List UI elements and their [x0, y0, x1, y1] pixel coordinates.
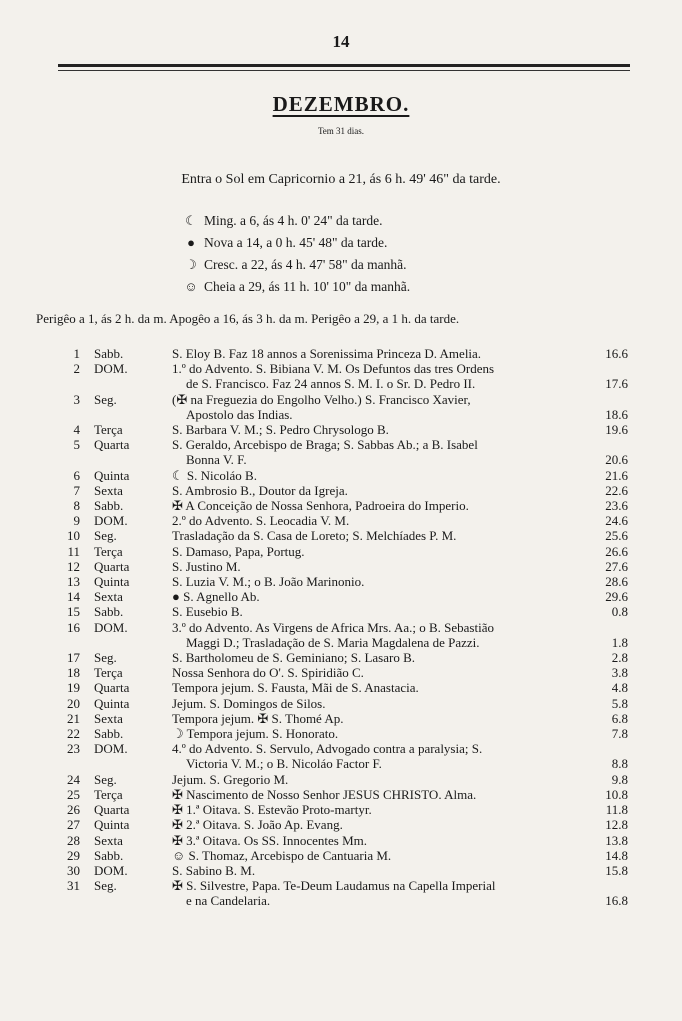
feast-line: ✠ 2.ª Oitava. S. João Ap. Evang.	[172, 817, 343, 833]
day-number: 16	[67, 619, 80, 635]
moon-age-value: 2.8	[611, 650, 628, 666]
page-number: 14	[332, 32, 350, 51]
moon-age-value: 11.8	[605, 802, 628, 818]
weekday: Seg.	[94, 878, 117, 894]
calendar-row	[58, 787, 628, 802]
moon-phase-row	[184, 276, 410, 298]
weekday: Quarta	[94, 680, 130, 696]
weekday: DOM.	[94, 361, 128, 377]
calendar-row	[58, 726, 628, 741]
moon-age-value: 29.6	[605, 589, 628, 605]
moon-age-value: 27.6	[605, 558, 628, 574]
calendar-row	[58, 817, 628, 832]
weekday: Seg.	[94, 528, 117, 544]
weekday: Seg.	[94, 650, 117, 666]
feast-line: S. Eusebio B.	[172, 604, 243, 620]
feast-description	[158, 665, 582, 680]
weekday: Sabb.	[94, 847, 124, 863]
moon-age-value: 23.6	[605, 498, 628, 514]
calendar-row	[58, 468, 628, 483]
moon-age-value: 14.8	[605, 847, 628, 863]
moon-age-value: 7.8	[611, 726, 628, 742]
feast-line: S. Barbara V. M.; S. Pedro Chrysologo B.	[172, 422, 389, 438]
moon-age-value: 10.8	[605, 786, 628, 802]
feast-line: Victoria V. M.; o B. Nicoláo Factor F.	[186, 756, 382, 772]
feast-line: ☺ S. Thomaz, Arcebispo de Cantuaria M.	[172, 847, 392, 863]
moon-age-value: 22.6	[605, 482, 628, 498]
calendar-row	[58, 650, 628, 665]
weekday: DOM.	[94, 619, 128, 635]
moon-age-value: 19.6	[605, 422, 628, 438]
day-number: 14	[67, 589, 80, 605]
calendar-row	[58, 878, 628, 908]
weekday: Quarta	[94, 558, 130, 574]
calendar-row	[58, 848, 628, 863]
feast-description	[158, 833, 582, 848]
weekday: Quarta	[94, 802, 130, 818]
feast-line: S. Bartholomeu de S. Geminiano; S. Lasaro B.	[172, 650, 416, 666]
moon-age-value: 20.6	[605, 452, 628, 468]
calendar-row	[58, 437, 628, 467]
feast-description	[158, 361, 582, 391]
day-number: 29	[67, 847, 80, 863]
day-number: 25	[67, 786, 80, 802]
feast-description	[158, 604, 582, 619]
feast-line: Jejum. S. Domingos de Silos.	[172, 695, 326, 711]
feast-description	[158, 848, 582, 863]
moon-phase-text: Nova a 14, a 0 h. 45' 48" da tarde.	[204, 235, 388, 250]
feast-line: 3.º do Advento. As Virgens de Africa Mrs. Aa.; o B. Sebastião	[172, 619, 494, 635]
moon-age-value: 26.6	[605, 543, 628, 559]
calendar-row	[58, 361, 628, 391]
waxing-moon-icon: ☽	[185, 257, 197, 272]
feast-description	[158, 468, 582, 483]
feast-line: e na Candelaria.	[186, 893, 271, 909]
moon-phase-row	[184, 210, 410, 232]
feast-line: ☾ S. Nicoláo B.	[172, 467, 257, 483]
weekday: Terça	[94, 422, 123, 438]
weekday: Sabb.	[94, 604, 124, 620]
feast-line: ✠ 1.ª Oitava. S. Estevão Proto-martyr.	[172, 802, 372, 818]
feast-description	[158, 513, 582, 528]
day-number: 7	[73, 482, 80, 498]
weekday: Sabb.	[94, 498, 124, 514]
weekday: Seg.	[94, 771, 117, 787]
calendar-row	[58, 863, 628, 878]
feast-line: Tempora jejum. ✠ S. Thomé Ap.	[172, 710, 344, 726]
moon-age-value: 15.8	[605, 862, 628, 878]
feast-description	[158, 878, 582, 908]
day-number: 26	[67, 802, 80, 818]
calendar-row	[58, 483, 628, 498]
calendar-row	[58, 696, 628, 711]
feast-line: 2.º do Advento. S. Leocadia V. M.	[172, 513, 350, 529]
feast-line: ☽ Tempora jejum. S. Honorato.	[172, 726, 339, 742]
feast-line: 4.º do Advento. S. Servulo, Advogado contra a paralysia; S.	[172, 741, 483, 757]
feast-description	[158, 574, 582, 589]
calendar-row	[58, 422, 628, 437]
feast-description	[158, 787, 582, 802]
feast-description	[158, 696, 582, 711]
day-number: 31	[67, 878, 80, 894]
feast-line: Bonna V. F.	[186, 452, 247, 468]
feast-line: Apostolo das Indias.	[186, 406, 293, 422]
moon-age-value: 3.8	[611, 665, 628, 681]
calendar-row	[58, 711, 628, 726]
feast-line: Jejum. S. Gregorio M.	[172, 771, 289, 787]
moon-age-value: 12.8	[605, 817, 628, 833]
feast-description	[158, 726, 582, 741]
day-number: 30	[67, 862, 80, 878]
day-number: 23	[67, 741, 80, 757]
weekday: Seg.	[94, 391, 117, 407]
moon-age-value: 24.6	[605, 513, 628, 529]
moon-age-value: 17.6	[605, 376, 628, 392]
moon-age-value: 25.6	[605, 528, 628, 544]
feast-description	[158, 346, 582, 361]
feast-description	[158, 680, 582, 695]
weekday: Terça	[94, 786, 123, 802]
feast-description	[158, 544, 582, 559]
weekday: Sexta	[94, 482, 123, 498]
feast-description	[158, 589, 582, 604]
day-number: 19	[67, 680, 80, 696]
day-number: 4	[73, 422, 80, 438]
sun-entry-line: Entra o Sol em Capricornio a 21, ás 6 h. 49' 46" da tarde.	[181, 172, 501, 187]
day-number: 17	[67, 650, 80, 666]
feast-line: Trasladação da S. Casa de Loreto; S. Melchíades P. M.	[172, 528, 457, 544]
moon-age-value: 18.6	[605, 406, 628, 422]
weekday: DOM.	[94, 741, 128, 757]
calendar-row	[58, 346, 628, 361]
waning-moon-icon: ☾	[185, 213, 197, 228]
feast-line: (✠ na Freguezia do Engolho Velho.) S. Francisco Xavier,	[172, 391, 471, 407]
day-number: 6	[73, 467, 80, 483]
moon-age-value: 0.8	[611, 604, 628, 620]
calendar-table	[58, 346, 628, 909]
moon-age-value: 8.8	[611, 756, 628, 772]
moon-phase-text: Ming. a 6, ás 4 h. 0' 24" da tarde.	[204, 213, 383, 228]
weekday: Quinta	[94, 695, 130, 711]
calendar-row	[58, 574, 628, 589]
feast-description	[158, 741, 582, 771]
feast-description	[158, 559, 582, 574]
moon-age-value: 9.8	[611, 771, 628, 787]
weekday: Quinta	[94, 574, 130, 590]
weekday: Sabb.	[94, 346, 124, 361]
day-number: 11	[67, 543, 80, 559]
weekday: Quarta	[94, 437, 130, 453]
day-number: 27	[67, 817, 80, 833]
calendar-row	[58, 589, 628, 604]
feast-description	[158, 620, 582, 650]
month-title: DEZEMBRO.	[272, 92, 410, 116]
weekday: Terça	[94, 543, 123, 559]
feast-description	[158, 817, 582, 832]
feast-line: S. Sabino B. M.	[172, 862, 256, 878]
weekday: DOM.	[94, 862, 128, 878]
day-number: 3	[73, 391, 80, 407]
calendar-row	[58, 513, 628, 528]
feast-description	[158, 528, 582, 543]
feast-description	[158, 863, 582, 878]
weekday: Quinta	[94, 817, 130, 833]
calendar-row	[58, 498, 628, 513]
calendar-row	[58, 559, 628, 574]
day-number: 13	[67, 574, 80, 590]
feast-line: de S. Francisco. Faz 24 annos S. M. I. o Sr. D. Pedro II.	[186, 376, 476, 392]
day-number: 18	[67, 665, 80, 681]
day-number: 22	[67, 726, 80, 742]
moon-age-value: 5.8	[611, 695, 628, 711]
calendar-row	[58, 772, 628, 787]
day-number: 8	[73, 498, 80, 514]
feast-line: S. Geraldo, Arcebispo de Braga; S. Sabbas Ab.; a B. Isabel	[172, 437, 478, 453]
day-number: 1	[73, 346, 80, 361]
calendar-row	[58, 665, 628, 680]
feast-description	[158, 772, 582, 787]
header-rule-thin	[58, 70, 630, 71]
moon-age-value: 21.6	[605, 467, 628, 483]
moon-age-value: 16.6	[605, 346, 628, 361]
header-rule-thick	[58, 64, 630, 67]
moon-phase-row	[184, 254, 410, 276]
day-number: 5	[73, 437, 80, 453]
day-number: 15	[67, 604, 80, 620]
weekday: Terça	[94, 665, 123, 681]
day-number: 10	[67, 528, 80, 544]
moon-phases	[184, 210, 410, 298]
days-count: Tem 31 dias.	[317, 126, 365, 136]
moon-phase-row	[184, 232, 410, 254]
feast-line: ✠ A Conceição de Nossa Senhora, Padroeira do Imperio.	[172, 498, 469, 514]
feast-line: 1.º do Advento. S. Bibiana V. M. Os Defuntos das tres Ordens	[172, 361, 495, 377]
feast-line: S. Luzia V. M.; o B. João Marinonio.	[172, 574, 365, 590]
day-number: 12	[67, 558, 80, 574]
feast-description	[158, 650, 582, 665]
moon-age-value: 1.8	[611, 634, 628, 650]
calendar-row	[58, 802, 628, 817]
calendar-row	[58, 604, 628, 619]
day-number: 21	[67, 710, 80, 726]
feast-line: S. Eloy B. Faz 18 annos a Sorenissima Princeza D. Amelia.	[172, 346, 482, 361]
day-number: 2	[73, 361, 80, 377]
feast-description	[158, 437, 582, 467]
day-number: 24	[67, 771, 80, 787]
weekday: Sexta	[94, 710, 123, 726]
moon-age-value: 6.8	[611, 710, 628, 726]
weekday: DOM.	[94, 513, 128, 529]
feast-description	[158, 498, 582, 513]
calendar-row	[58, 680, 628, 695]
moon-age-value: 4.8	[611, 680, 628, 696]
feast-line: S. Damaso, Papa, Portug.	[172, 543, 305, 559]
feast-line: Maggi D.; Trasladação de S. Maria Magdalena de Pazzi.	[186, 634, 480, 650]
feast-line: S. Justino M.	[172, 558, 241, 574]
weekday: Quinta	[94, 467, 130, 483]
calendar-row	[58, 392, 628, 422]
day-number: 28	[67, 832, 80, 848]
feast-line: S. Ambrosio B., Doutor da Igreja.	[172, 482, 348, 498]
feast-description	[158, 802, 582, 817]
feast-line: Nossa Senhora do O'. S. Spiridião C.	[172, 665, 364, 681]
feast-line: ● S. Agnello Ab.	[172, 589, 260, 605]
feast-line: ✠ S. Silvestre, Papa. Te-Deum Laudamus na Capella Imperial	[172, 878, 496, 894]
feast-description	[158, 392, 582, 422]
calendar-row	[58, 741, 628, 771]
feast-description	[158, 422, 582, 437]
weekday: Sabb.	[94, 726, 124, 742]
perigee-line: Perigêo a 1, ás 2 h. da m. Apogêo a 16, ás 3 h. da m. Perigêo a 29, a 1 h. da tarde.	[36, 311, 460, 326]
moon-age-value: 16.8	[605, 893, 628, 909]
calendar-row	[58, 620, 628, 650]
feast-description	[158, 483, 582, 498]
calendar-row	[58, 528, 628, 543]
weekday: Sexta	[94, 589, 123, 605]
new-moon-icon: ●	[187, 235, 195, 250]
calendar-row	[58, 544, 628, 559]
moon-phase-text: Cresc. a 22, ás 4 h. 47' 58" da manhã.	[204, 257, 407, 272]
feast-line: Tempora jejum. S. Fausta, Mãi de S. Anastacia.	[172, 680, 419, 696]
day-number: 9	[73, 513, 80, 529]
feast-description	[158, 711, 582, 726]
day-number: 20	[67, 695, 80, 711]
full-moon-icon: ☺	[184, 279, 198, 294]
moon-age-value: 28.6	[605, 574, 628, 590]
moon-phase-text: Cheia a 29, ás 11 h. 10' 10" da manhã.	[204, 279, 411, 294]
weekday: Sexta	[94, 832, 123, 848]
feast-line: ✠ 3.ª Oitava. Os SS. Innocentes Mm.	[172, 832, 368, 848]
calendar-row	[58, 833, 628, 848]
feast-line: ✠ Nascimento de Nosso Senhor JESUS CHRISTO. Alma.	[172, 786, 477, 802]
moon-age-value: 13.8	[605, 832, 628, 848]
